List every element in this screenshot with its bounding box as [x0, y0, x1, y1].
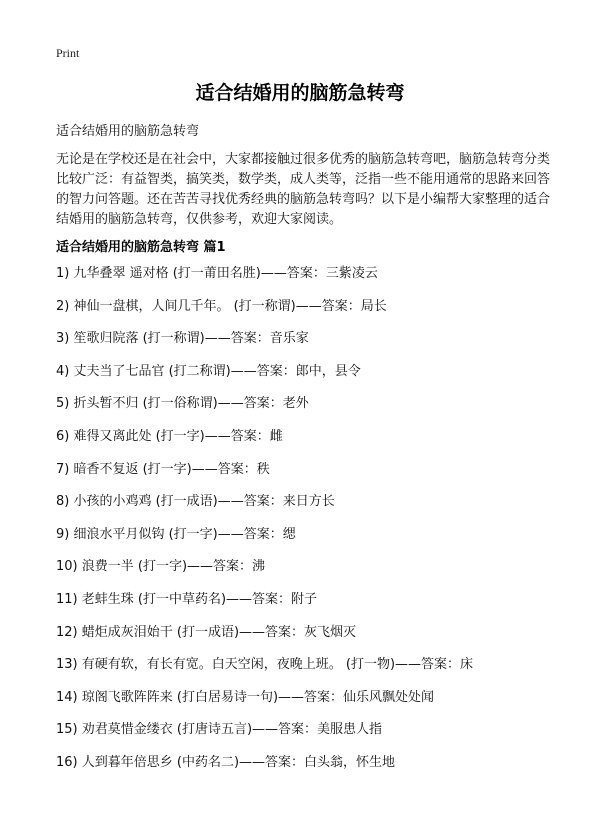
riddle-item-11: 11) 老蚌生珠 (打一中草药名)——答案：附子: [56, 591, 318, 607]
print-link[interactable]: Print: [56, 46, 80, 60]
riddle-item-4: 4) 丈夫当了七品官 (打二称谓)——答案：郎中，县令: [56, 363, 361, 379]
riddle-list: [56, 264, 576, 786]
page-title: 适合结婚用的脑筋急转弯: [195, 82, 405, 104]
riddle-item-12: 12) 蜡炬成灰泪始干 (打一成语)——答案：灰飞烟灭: [56, 624, 357, 640]
intro-paragraph: 无论是在学校还是在社会中，大家都接触过很多优秀的脑筋急转弯吧，脑筋急转弯分类比较广泛：有益智类，搞笑类，数学类，成人类等，泛指一些不能用通常的思路来回答的智力问答题。还在苦苦寻找优秀经典的脑筋急转弯吗？以下是小编帮大家整理的适合结婚用的脑筋急转弯，仅供参考，欢迎大家阅读。: [56, 152, 551, 227]
riddle-item-1: 1) 九华叠翠 遥对格 (打一莆田名胜)——答案：三紫凌云: [56, 266, 378, 281]
riddle-item-9: 9) 细浪水平月似钩 (打一字)——答案：缌: [56, 526, 296, 542]
riddle-item-13: 13) 有硬有软，有长有宽。白天空闲，夜晚上班。 (打一物)——答案：床: [56, 657, 474, 673]
riddle-item-14: 14) 琼阁飞歌阵阵来 (打白居易诗一句)——答案：仙乐风飘处处闻: [56, 689, 435, 705]
riddle-item-3: 3) 笙歌归院落 (打一称谓)——答案：音乐家: [56, 331, 309, 347]
section-heading: 适合结婚用的脑筋急转弯 篇1: [56, 240, 226, 255]
riddle-item-2: 2) 神仙一盘棋，人间几千年。 (打一称谓)——答案：局长: [56, 298, 387, 314]
article-subtitle: 适合结婚用的脑筋急转弯: [56, 124, 200, 139]
riddle-item-15: 15) 劝君莫惜金缕衣 (打唐诗五言)——答案：美服患人指: [56, 722, 383, 738]
riddle-item-10: 10) 浪费一半 (打一字)——答案：沸: [56, 559, 266, 575]
riddle-item-6: 6) 难得又离此处 (打一字)——答案：雌: [56, 428, 283, 444]
riddle-item-5: 5) 折头暂不归 (打一俗称谓)——答案：老外: [56, 396, 309, 412]
riddle-item-16: 16) 人到暮年倍思乡 (中药名二)——答案：白头翁，怀生地: [56, 754, 396, 770]
riddle-item-8: 8) 小孩的小鸡鸡 (打一成语)——答案：来日方长: [56, 494, 335, 510]
riddle-item-7: 7) 暗香不复返 (打一字)——答案：秩: [56, 461, 270, 477]
